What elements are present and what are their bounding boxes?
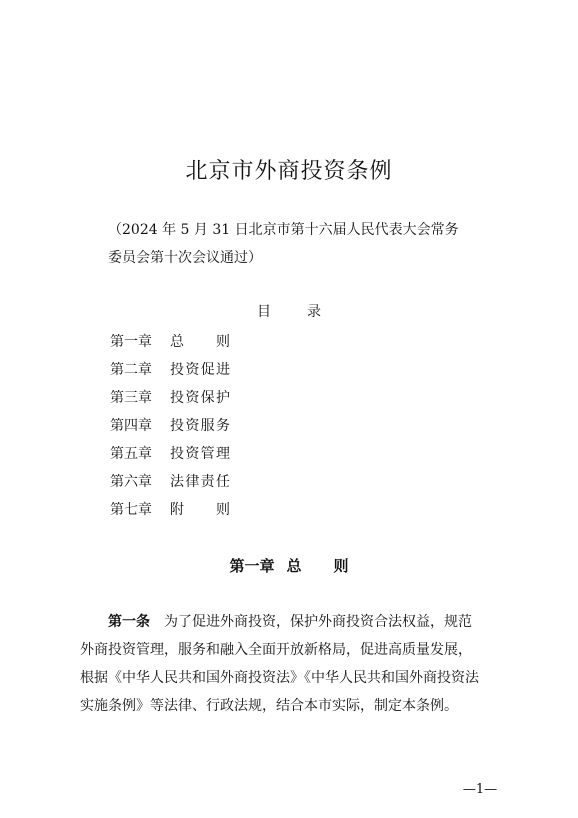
table-of-contents: [110, 328, 310, 524]
toc-item-name: 附则: [170, 502, 230, 518]
toc-item-number: 第四章: [110, 418, 152, 434]
toc-item-name: 法律责任: [170, 474, 230, 490]
article-line: [80, 608, 510, 636]
toc-heading-char: 录: [307, 304, 321, 320]
article-label: 第一条: [108, 614, 150, 630]
toc-item-number: 第三章: [110, 390, 152, 406]
toc-item: [110, 468, 310, 496]
toc-item-name: 投资促进: [170, 362, 230, 378]
toc-item: [110, 384, 310, 412]
toc-item: [110, 328, 310, 356]
article-text: 为了促进外商投资，保护外商投资合法权益，规范: [164, 614, 472, 630]
article-line: 外商投资管理，服务和融入全面开放新格局，促进高质量发展，: [80, 642, 472, 658]
adoption-note-line: （2024 年 5 月 31 日北京市第十六届人民代表大会常务: [108, 222, 459, 238]
toc-item-name: 投资管理: [170, 446, 230, 462]
chapter-heading: [0, 554, 578, 578]
toc-item-name: 总则: [170, 334, 230, 350]
article-1: [80, 608, 510, 720]
toc-heading-char: 目: [257, 304, 271, 320]
page-number: —1—: [462, 782, 498, 797]
toc-item: [110, 412, 310, 440]
toc-item: [110, 496, 310, 524]
toc-item-number: 第五章: [110, 446, 152, 462]
chapter-name: 总则: [286, 557, 349, 575]
toc-item-number: 第二章: [110, 362, 152, 378]
document-title: 北京市外商投资条例: [185, 159, 393, 184]
article-line: 实施条例》等法律、行政法规，结合本市实际，制定本条例。: [80, 698, 458, 714]
toc-item-name: 投资服务: [170, 418, 230, 434]
toc-heading: [0, 300, 578, 324]
adoption-note-line: 委员会第十次会议通过）: [108, 250, 262, 266]
chapter-number: 第一章: [229, 557, 275, 575]
toc-item-number: 第七章: [110, 502, 152, 518]
adoption-note: [108, 216, 488, 272]
toc-item: [110, 440, 310, 468]
article-line: 根据《中华人民共和国外商投资法》《中华人民共和国外商投资法: [80, 670, 479, 686]
toc-item-name: 投资保护: [170, 390, 230, 406]
toc-item-number: 第六章: [110, 474, 152, 490]
toc-item: [110, 356, 310, 384]
toc-item-number: 第一章: [110, 334, 152, 350]
